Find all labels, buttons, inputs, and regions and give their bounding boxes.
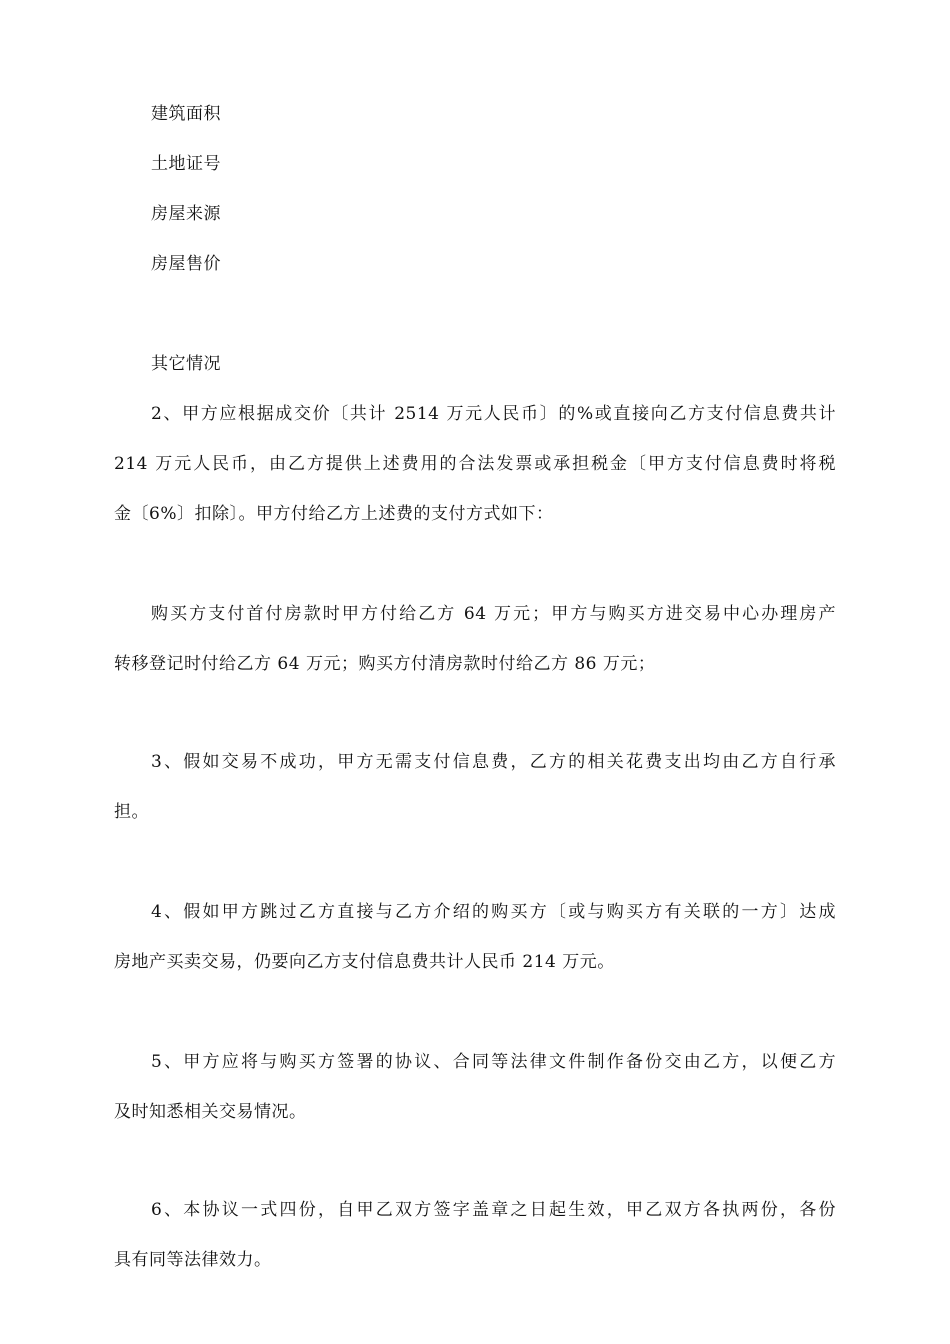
clause-3-line-2: 担。 [114, 802, 149, 822]
clause-2-line-1: 2、甲方应根据成交价〔共计 2514 万元人民币〕的%或直接向乙方支付信息费共计 [151, 404, 836, 424]
field-building-area: 建筑面积 [151, 104, 221, 124]
payment-line-2: 转移登记时付给乙方 64 万元；购买方付清房款时付给乙方 86 万元； [114, 654, 656, 674]
field-land-certificate: 土地证号 [151, 154, 221, 174]
field-house-price: 房屋售价 [151, 254, 221, 274]
clause-2-line-2: 214 万元人民币，由乙方提供上述费用的合法发票或承担税金〔甲方支付信息费时将税 [114, 454, 836, 474]
clause-6-line-2: 具有同等法律效力。 [114, 1250, 272, 1270]
clause-2-line-3: 金〔6%〕扣除〕。甲方付给乙方上述费的支付方式如下： [114, 504, 554, 524]
clause-4-line-1: 4、假如甲方跳过乙方直接与乙方介绍的购买方〔或与购买方有关联的一方〕达成 [151, 902, 836, 922]
clause-4-line-2: 房地产买卖交易，仍要向乙方支付信息费共计人民币 214 万元。 [114, 952, 615, 972]
clause-5-line-1: 5、甲方应将与购买方签署的协议、合同等法律文件制作备份交由乙方，以便乙方 [151, 1052, 836, 1072]
field-other-situation: 其它情况 [151, 354, 221, 374]
clause-6-line-1: 6、本协议一式四份，自甲乙双方签字盖章之日起生效，甲乙双方各执两份，各份 [151, 1200, 836, 1220]
field-house-source: 房屋来源 [151, 204, 221, 224]
payment-line-1: 购买方支付首付房款时甲方付给乙方 64 万元；甲方与购买方进交易中心办理房产 [151, 604, 836, 624]
clause-3-line-1: 3、假如交易不成功，甲方无需支付信息费，乙方的相关花费支出均由乙方自行承 [151, 752, 836, 772]
clause-5-line-2: 及时知悉相关交易情况。 [114, 1102, 307, 1122]
